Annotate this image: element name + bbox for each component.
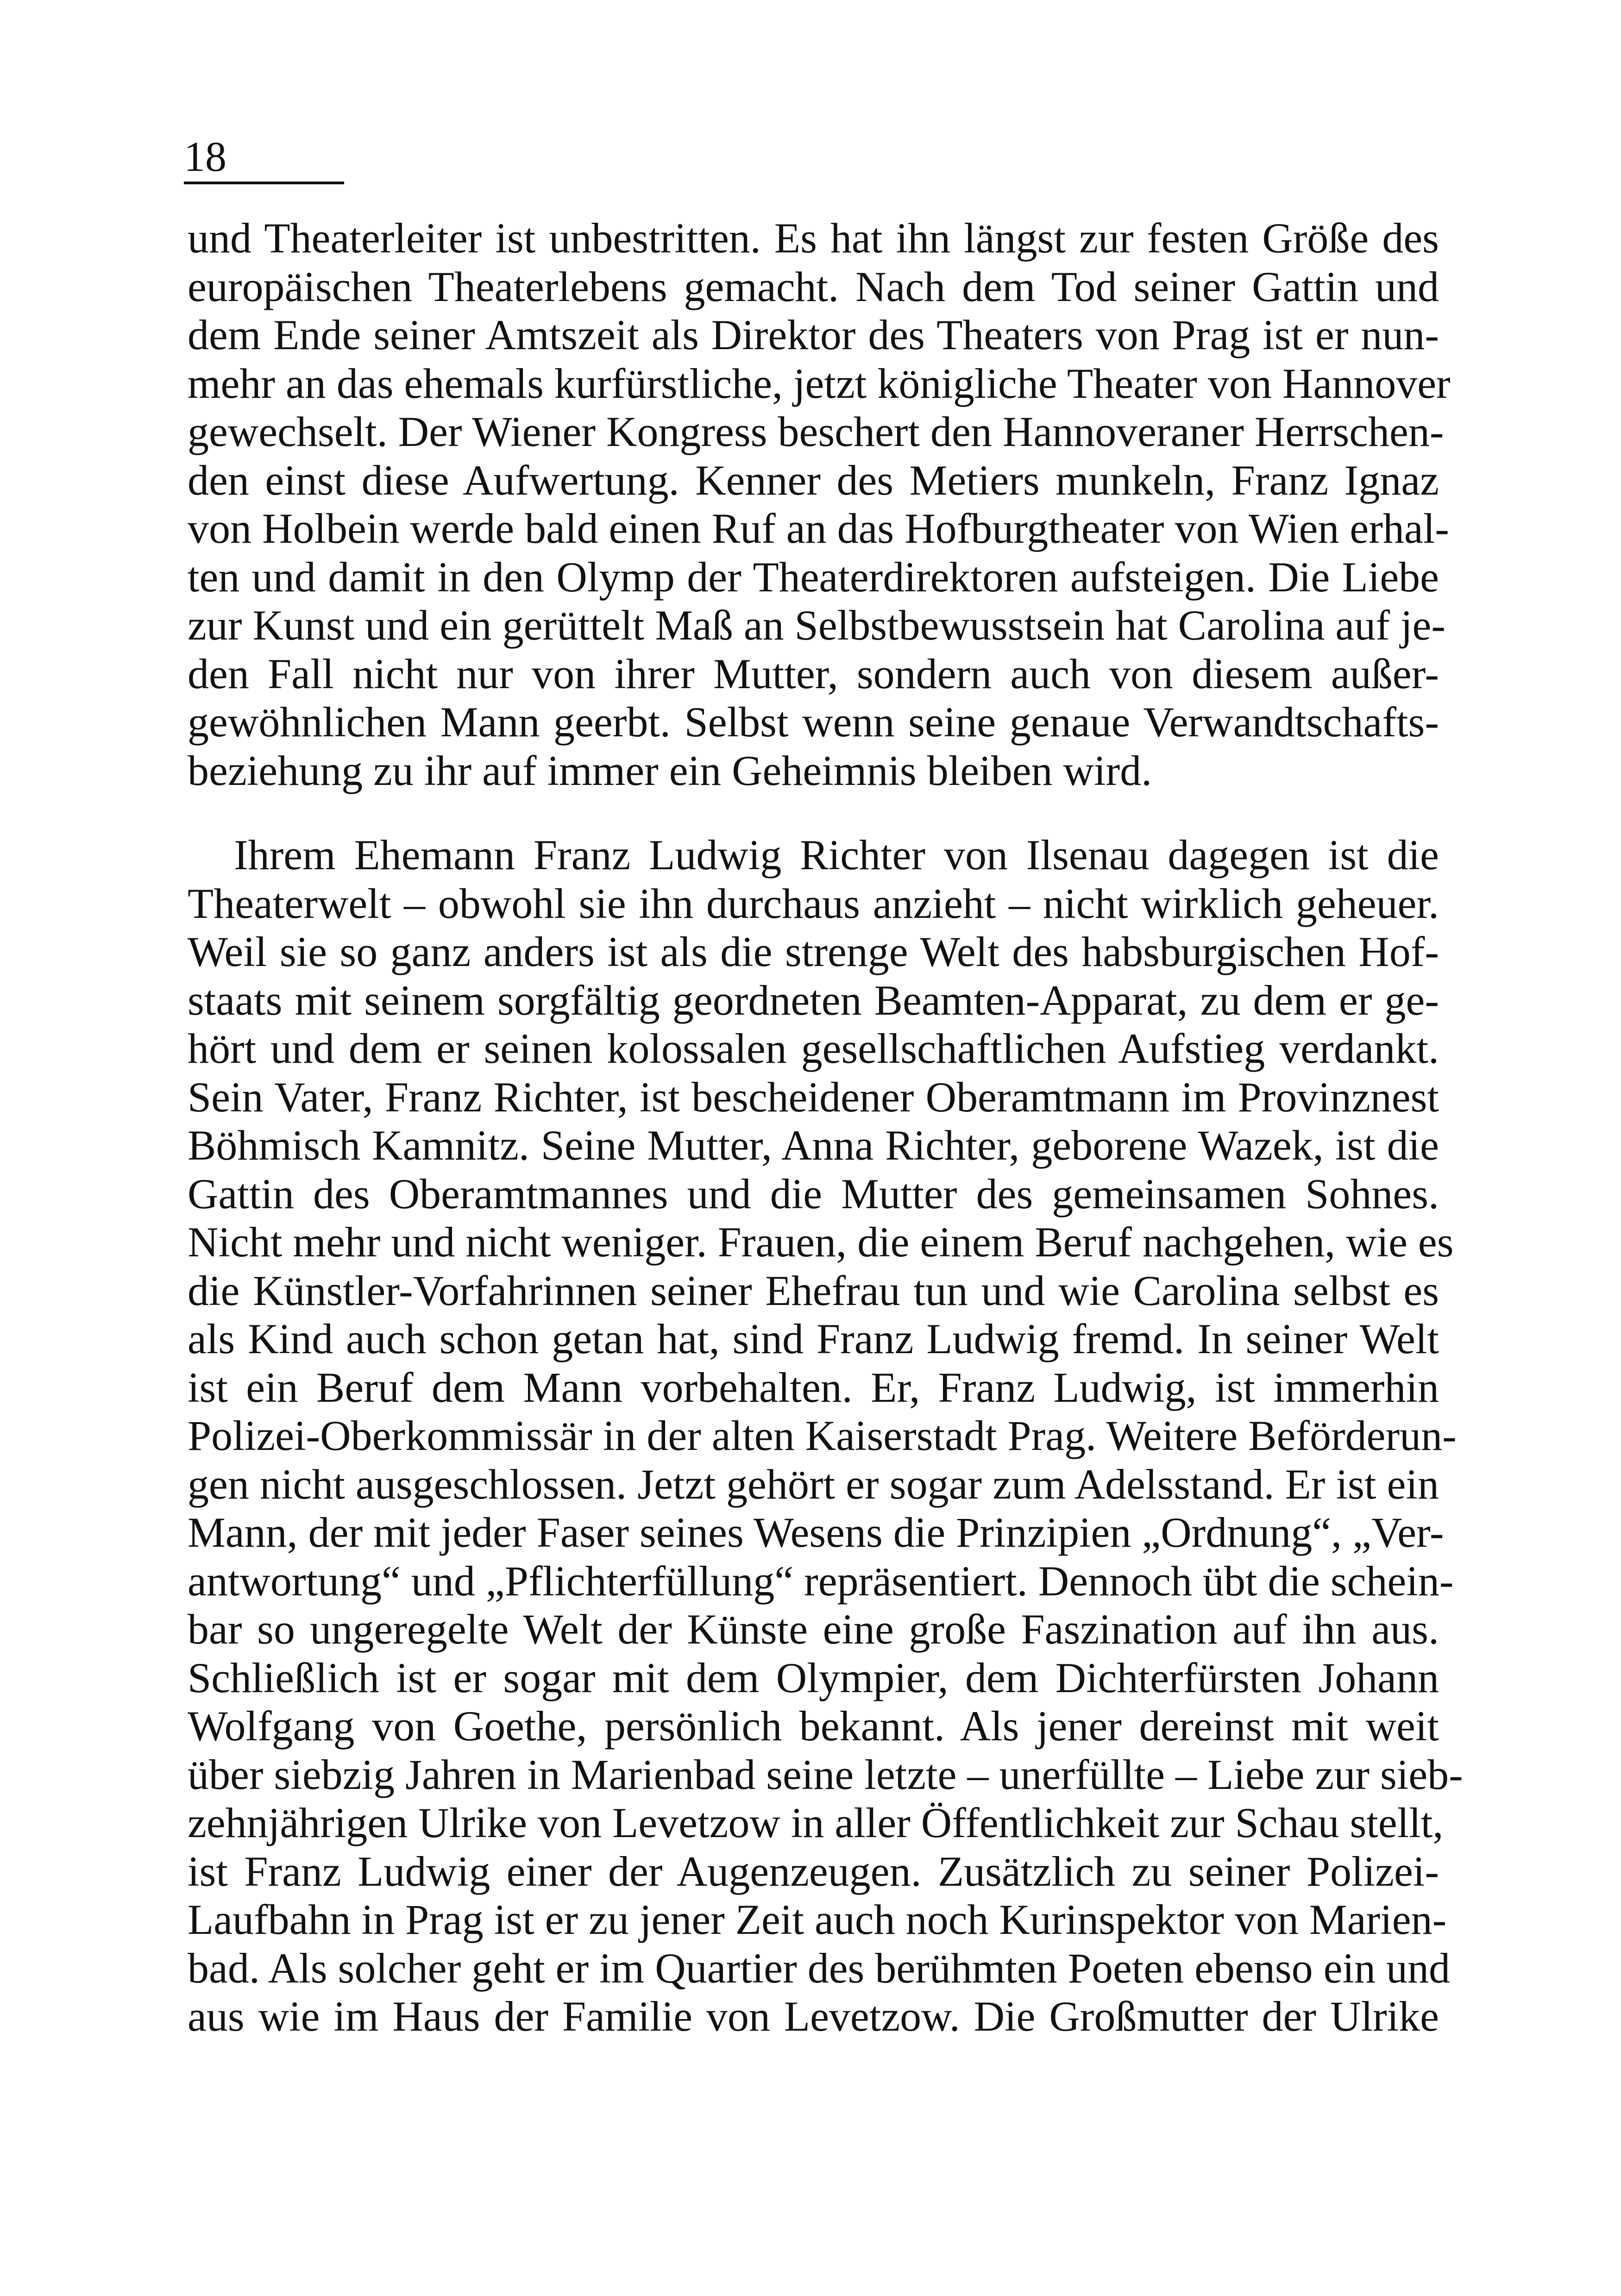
text-line: dem Ende seiner Amtszeit als Direktor des Theaters von Prag ist er nun- — [188, 311, 1439, 358]
text-line: den einst diese Aufwertung. Kenner des Metiers munkeln, Franz Ignaz — [188, 456, 1439, 504]
page-header — [184, 133, 346, 180]
text-line: über siebzig Jahren in Marienbad seine letzte – unerfüllte – Liebe zur sieb- — [188, 1750, 1463, 1798]
text-line: ist ein Beruf dem Mann vorbehalten. Er, Franz Ludwig, ist immerhin — [188, 1363, 1439, 1411]
text-line: die Künstler-Vorfahrinnen seiner Ehefrau tun und wie Carolina selbst es — [188, 1267, 1439, 1314]
text-line: ten und damit in den Olymp der Theaterdirektoren aufsteigen. Die Liebe — [188, 553, 1439, 601]
text-line: antwortung“ und „Pflichterfüllung“ repräsentiert. Dennoch übt die schein- — [188, 1557, 1454, 1605]
text-line: beziehung zu ihr auf immer ein Geheimnis bleiben wird. — [188, 747, 1152, 794]
page-number: 18 — [184, 133, 226, 180]
text-line: Ihrem Ehemann Franz Ludwig Richter von Ilsenau dagegen ist die — [234, 831, 1439, 878]
text-line: den Fall nicht nur von ihrer Mutter, sondern auch von diesem außer- — [188, 650, 1439, 697]
text-line: Theaterwelt – obwohl sie ihn durchaus anzieht – nicht wirklich geheuer. — [188, 879, 1439, 927]
text-line: Böhmisch Kamnitz. Seine Mutter, Anna Richter, geborene Wazek, ist die — [188, 1122, 1439, 1169]
text-line: ist Franz Ludwig einer der Augenzeugen. Zusätzlich zu seiner Polizei- — [188, 1847, 1439, 1895]
text-line: staats mit seinem sorgfältig geordneten Beamten-Apparat, zu dem er ge- — [188, 976, 1439, 1024]
text-line: gen nicht ausgeschlossen. Jetzt gehört er sogar zum Adelsstand. Er ist ein — [188, 1460, 1439, 1508]
text-line: aus wie im Haus der Familie von Levetzow. Die Großmutter der Ulrike — [188, 1993, 1439, 2040]
text-line: gewöhnlichen Mann geerbt. Selbst wenn seine genaue Verwandtschafts- — [188, 698, 1439, 746]
text-line: europäischen Theaterlebens gemacht. Nach dem Tod seiner Gattin und — [188, 263, 1439, 310]
text-line: als Kind auch schon getan hat, sind Franz Ludwig fremd. In seiner Welt — [188, 1315, 1439, 1362]
text-line: mehr an das ehemals kurfürstliche, jetzt königliche Theater von Hannover — [188, 359, 1451, 407]
text-line: Schließlich ist er sogar mit dem Olympier, dem Dichterfürsten Johann — [188, 1654, 1439, 1701]
text-line: Nicht mehr und nicht weniger. Frauen, die einem Beruf nachgehen, wie es — [188, 1218, 1454, 1266]
text-line: von Holbein werde bald einen Ruf an das Hofburgtheater von Wien erhal- — [188, 505, 1449, 552]
text-line: gewechselt. Der Wiener Kongress beschert den Hannoveraner Herrschen- — [188, 408, 1444, 455]
text-line: Polizei-Oberkommissär in der alten Kaiserstadt Prag. Weitere Beförderun- — [188, 1412, 1457, 1459]
text-line: bad. Als solcher geht er im Quartier des berühmten Poeten ebenso ein und — [188, 1944, 1451, 1992]
text-line: Sein Vater, Franz Richter, ist bescheidener Oberamtmann im Provinznest — [188, 1073, 1439, 1121]
text-line: Laufbahn in Prag ist er zu jener Zeit auch noch Kurinspektor von Marien- — [188, 1896, 1447, 1943]
paragraph-2 — [188, 831, 1463, 2041]
body-text — [188, 214, 1463, 2041]
paragraph-1 — [188, 214, 1451, 795]
text-line: bar so ungeregelte Welt der Künste eine große Faszination auf ihn aus. — [188, 1606, 1439, 1653]
text-line: Wolfgang von Goethe, persönlich bekannt. Als jener dereinst mit weit — [188, 1702, 1439, 1750]
text-line: Mann, der mit jeder Faser seines Wesens die Prinzipien „Ordnung“, „Ver- — [188, 1509, 1444, 1556]
header-rule — [184, 182, 344, 184]
text-line: Weil sie so ganz anders ist als die strenge Welt des habsburgischen Hof- — [188, 928, 1439, 975]
text-line: hört und dem er seinen kolossalen gesellschaftlichen Aufstieg verdankt. — [188, 1025, 1439, 1072]
text-line: Gattin des Oberamtmannes und die Mutter des gemeinsamen Sohnes. — [188, 1170, 1439, 1217]
text-line: zur Kunst und ein gerüttelt Maß an Selbstbewusstsein hat Carolina auf je- — [188, 602, 1445, 649]
text-line: zehnjährigen Ulrike von Levetzow in aller Öffentlichkeit zur Schau stellt, — [188, 1799, 1444, 1846]
text-line: und Theaterleiter ist unbestritten. Es hat ihn längst zur festen Größe des — [188, 214, 1439, 262]
